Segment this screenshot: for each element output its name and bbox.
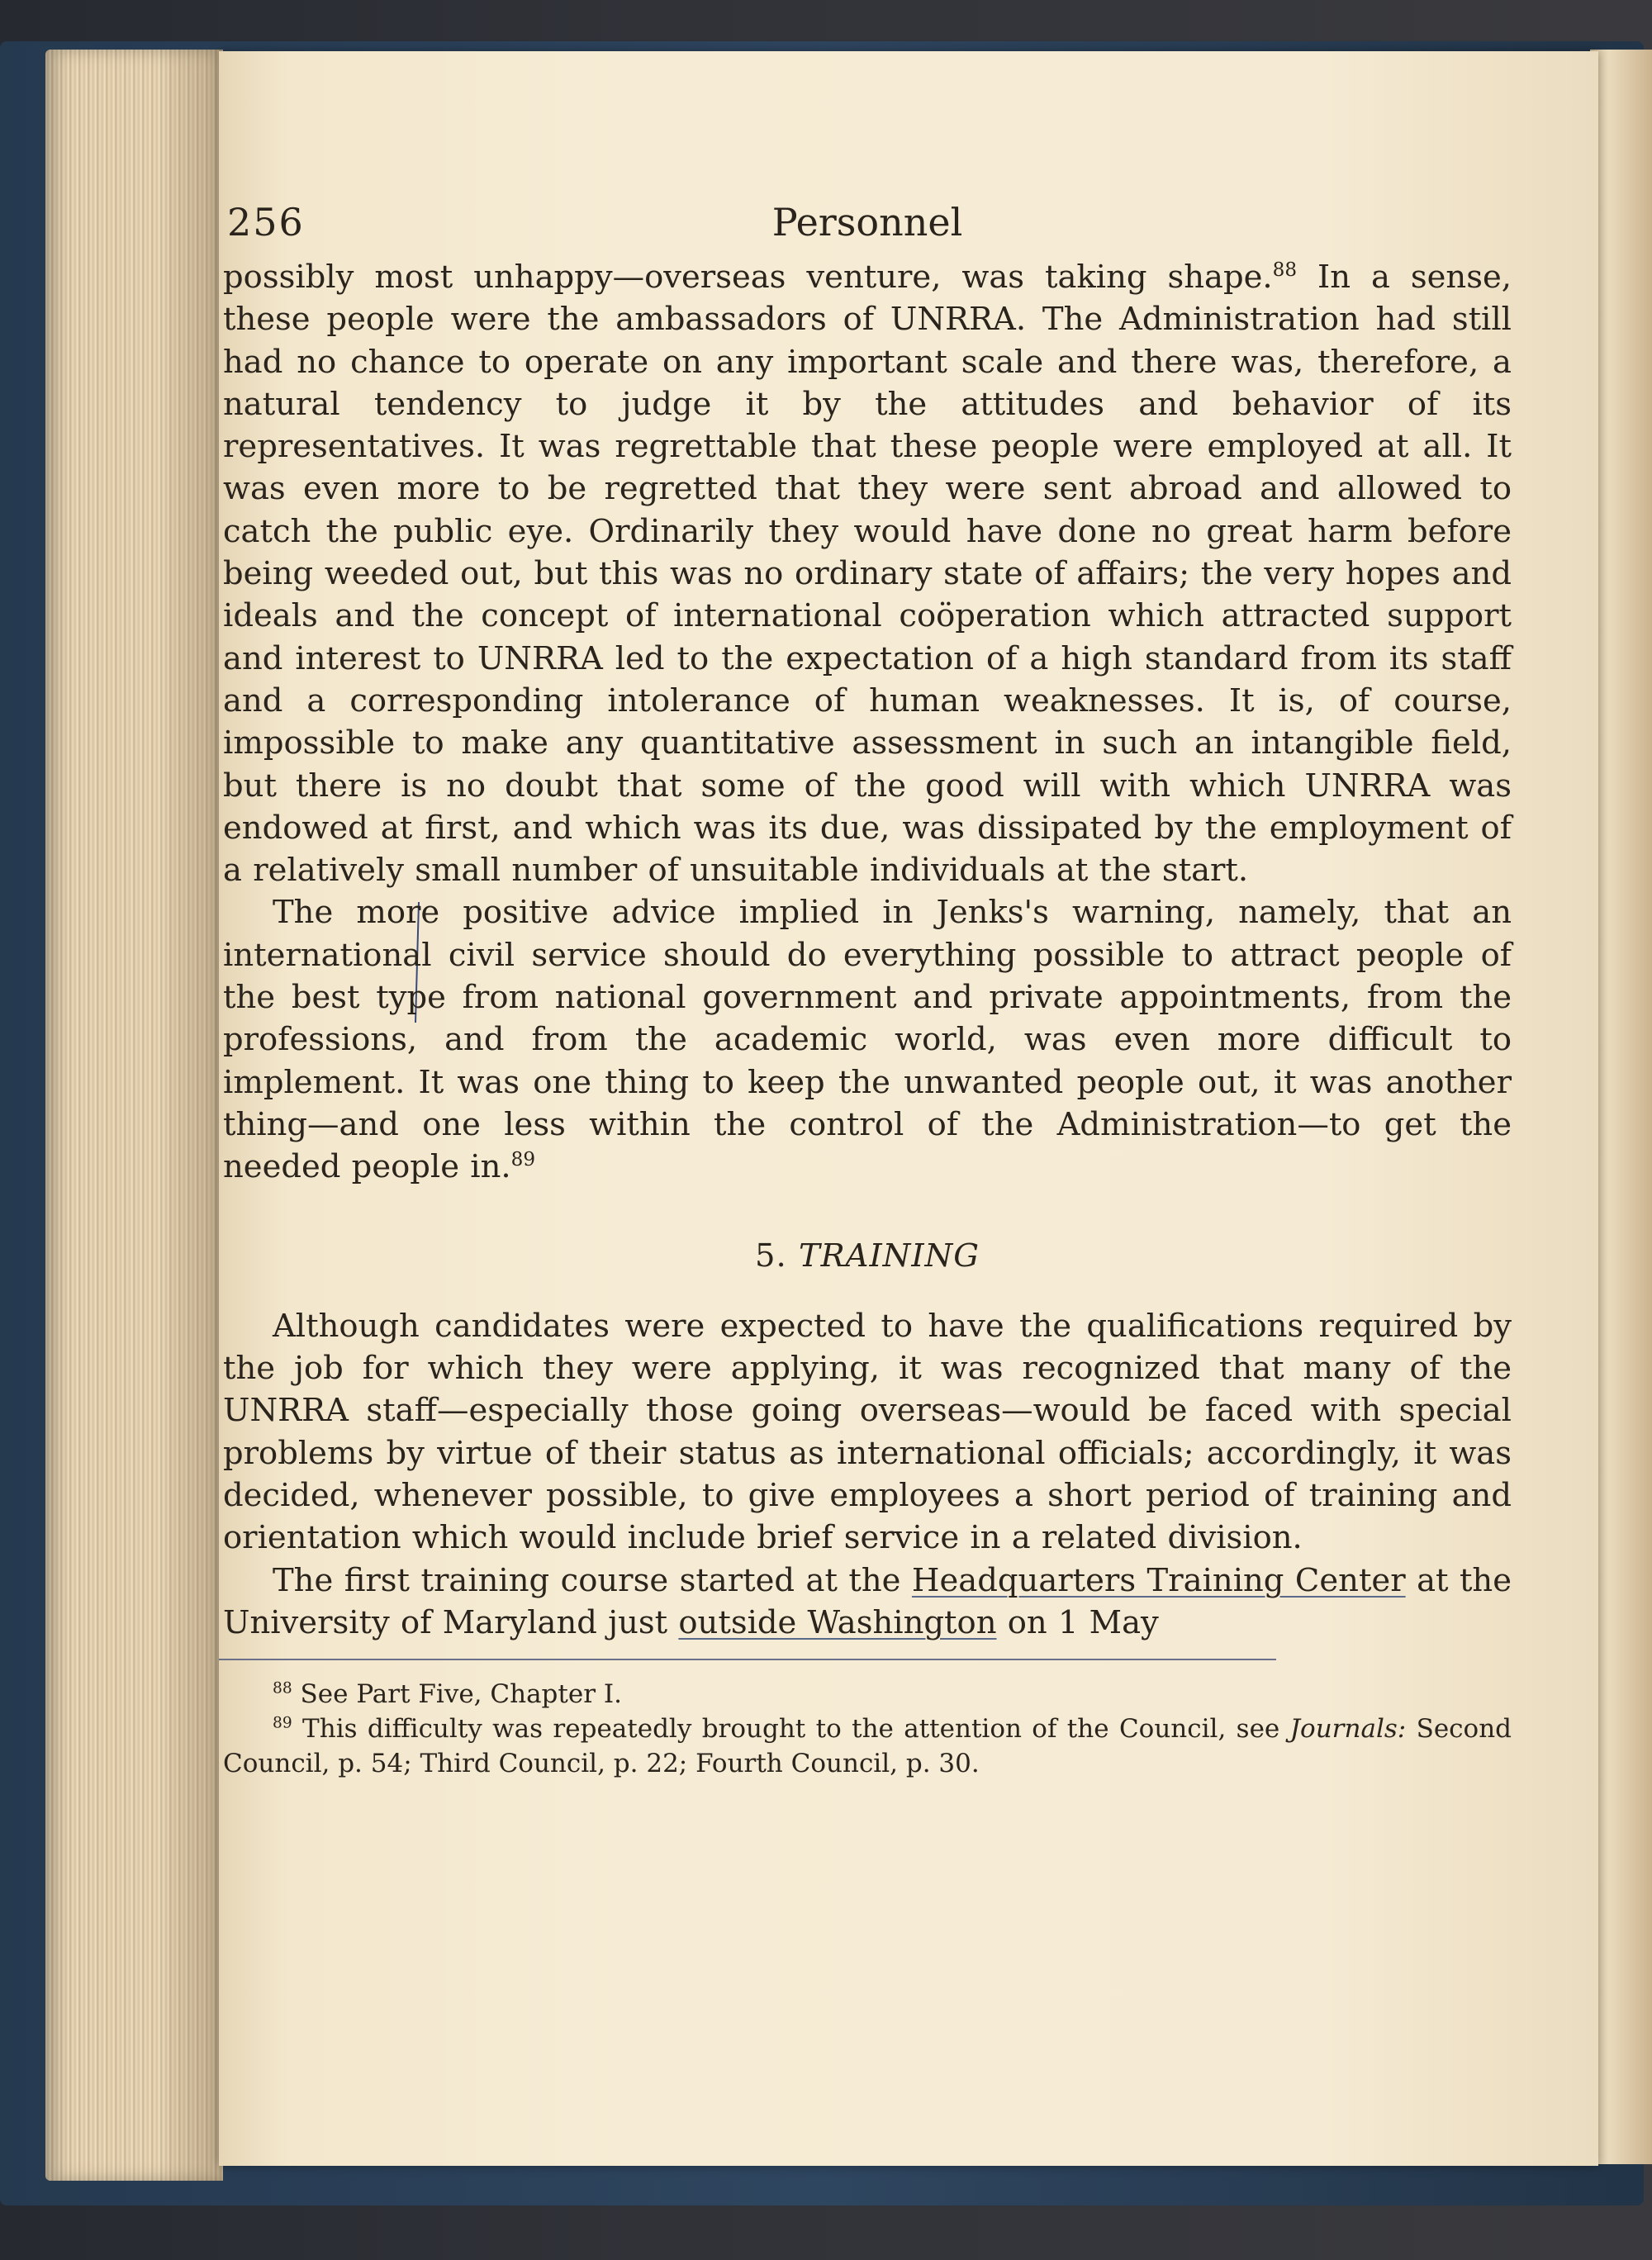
- footnote-marker: 89: [273, 1714, 292, 1732]
- section-heading: [223, 1235, 1512, 1277]
- paragraph-training: [223, 1305, 1512, 1560]
- footnotes: [223, 1677, 1512, 1781]
- footnote-marker: 88: [273, 1679, 292, 1697]
- underlined-phrase: outside Washington: [678, 1603, 997, 1641]
- paragraph-text: The first training course started at the: [273, 1561, 912, 1599]
- paragraph-text: In a sense, these people were the ambassadors of UNRRA. The Administration had still had no chance to operate on any important scale and there was, therefore, a natural tendency to judge it by the attitudes and behavior of its representatives. It was regrettable that these people were employed at all. It was even more to be regretted that they were sent abroad and allowed to catch the public eye. Ordinarily they would have done no great harm before being weeded out, but this was no ordinary state of affairs; the very hopes and ideals and the concept of international coöperation which attracted support and interest to UNRRA led to the expectation of a high standard from its staff and a corresponding intolerance of human weaknesses. It is, of course, impossible to make any quantitative assessment in such an intangible field, but there is no doubt that some of the good will with which UNRRA was endowed at first, and which was its due, was dissipated by the employment of a relatively small number of unsuitable individuals at the start.: [223, 259, 1512, 890]
- footnote-89: [223, 1712, 1512, 1781]
- footnote-text: Second Council, p. 54; Third Council, p. 22; Fourth Council, p. 30.: [223, 1714, 1512, 1779]
- paragraph-text: possibly most unhappy—overseas venture, was taking shape.: [223, 259, 1273, 296]
- page-number: 256: [227, 200, 305, 245]
- footnote-text: This difficulty was repeatedly brought to the attention of the Council, see: [302, 1714, 1290, 1745]
- paragraph-text: Although candidates were expected to have the qualifications required by the job for which they were applying, it was recognized that many of the UNRRA staff—especially those going overseas—would be faced with special problems by virtue of their status as international officials; accordingly, it was decided, whenever possible, to give employees a short period of training and orientation which would include brief service in a related division.: [223, 1307, 1512, 1557]
- paragraph-first-course: [223, 1560, 1512, 1645]
- paragraph-continued: [223, 256, 1512, 891]
- paragraph-text: on 1 May: [996, 1603, 1159, 1641]
- underlined-phrase: Headquarters Training Center: [911, 1561, 1406, 1599]
- page-edges-left: [45, 50, 223, 2181]
- footnote-text: See Part Five, Chapter I.: [300, 1679, 622, 1710]
- footnote-88: [223, 1677, 1512, 1712]
- section-number: 5.: [754, 1237, 787, 1275]
- footnote-ref-89: 89: [510, 1149, 536, 1171]
- running-head-title: Personnel: [771, 200, 963, 245]
- paragraph-text: at the University of Maryland just: [223, 1561, 1512, 1641]
- paragraph-text: The more positive advice implied in Jenks's warning, namely, that an international civil service should do everything possible to attract people of the best type from national government and private appointments, from the professions, and from the academic world, was even more difficult to implement. It was one thing to keep the unwanted people out, it was another thing—and one less within the control of the Administration—to get the needed people in.: [223, 894, 1512, 1186]
- next-page-edge: [1590, 50, 1652, 2164]
- page-text-block: [223, 190, 1512, 1781]
- section-title: TRAINING: [798, 1237, 980, 1275]
- body-text: [223, 256, 1512, 1644]
- running-head: [223, 190, 1512, 256]
- footnote-italic: Journals:: [1289, 1714, 1407, 1745]
- footnote-rule: [219, 1659, 1276, 1660]
- footnote-ref-88: 88: [1272, 259, 1298, 282]
- paragraph-jenks: [223, 891, 1512, 1188]
